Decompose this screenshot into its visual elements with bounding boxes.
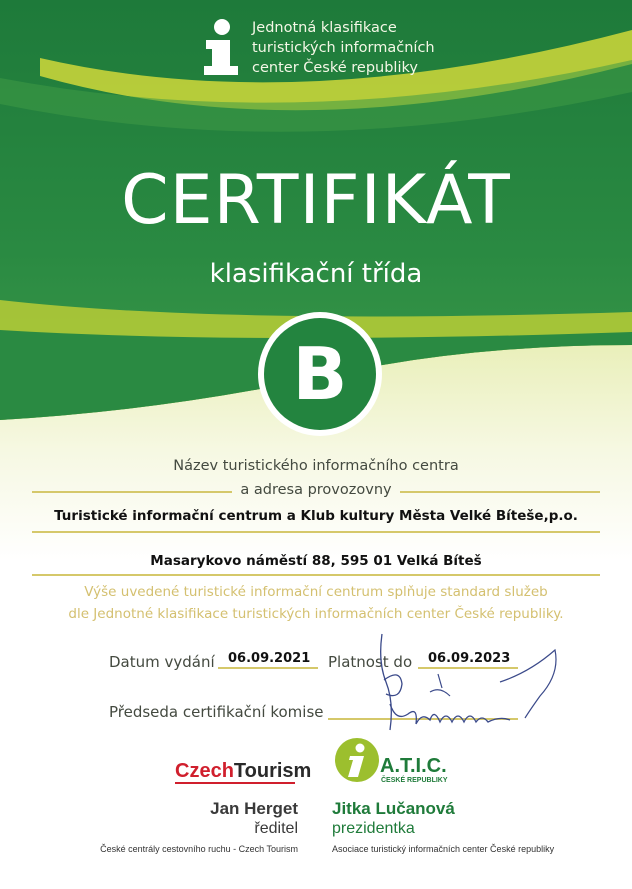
czechtourism-logo-czech: Czech — [175, 760, 234, 782]
class-letter: B — [264, 318, 376, 430]
header-line-2: turistických informačních — [252, 40, 435, 56]
center-label-line-2: a adresa provozovny — [240, 482, 392, 498]
center-name: Turistické informační centrum a Klub kultury Města Velké Bíteše,p.o. — [54, 508, 578, 524]
header-line-3: center České republiky — [252, 60, 418, 76]
rule-issued — [218, 667, 318, 669]
statement-line-2: dle Jednotné klasifikace turistických informačních center České republiky. — [68, 606, 564, 622]
signatory-1-role: ředitel — [254, 820, 298, 837]
signatory-2-role: prezidentka — [332, 820, 415, 837]
issued-date: 06.09.2021 — [228, 651, 311, 666]
atic-logo-text: A.T.I.C. — [380, 755, 447, 777]
signatory-1-organization: České centrály cestovního ruchu - Czech Tourism — [100, 844, 298, 854]
signatory-2-name: Jitka Lučanová — [332, 799, 455, 818]
valid-label: Platnost do — [328, 653, 413, 671]
valid-date: 06.09.2023 — [428, 651, 511, 666]
rule-address — [32, 574, 600, 576]
center-label-line-1: Název turistického informačního centra — [173, 458, 459, 474]
certificate-title: CERTIFIKÁT — [121, 161, 511, 240]
issued-label: Datum vydání — [109, 653, 215, 671]
center-address: Masarykovo náměstí 88, 595 01 Velká Bíteš — [150, 553, 482, 569]
czechtourism-logo-tourism: Tourism — [233, 760, 312, 782]
atic-logo-icon — [334, 737, 380, 783]
handwritten-signature — [360, 622, 585, 742]
atic-logo-subtext: ČESKÉ REPUBLIKY — [381, 777, 448, 784]
commission-label: Předseda certifikační komise — [109, 703, 324, 721]
certificate-subtitle: klasifikační třída — [209, 259, 423, 289]
czechtourism-underline — [175, 782, 295, 784]
czechtourism-logo — [175, 759, 311, 783]
rule-name — [32, 531, 600, 533]
header-line-1: Jednotná klasifikace — [252, 20, 397, 36]
statement-line-1: Výše uvedené turistické informační centrum splňuje standard služeb — [84, 584, 548, 600]
signatory-2-organization: Asociace turistický informačních center České republiky — [332, 844, 555, 854]
info-i-icon — [200, 18, 240, 76]
signatory-1-name: Jan Herget — [210, 799, 298, 818]
class-badge — [258, 312, 382, 436]
classification-header — [252, 18, 532, 78]
